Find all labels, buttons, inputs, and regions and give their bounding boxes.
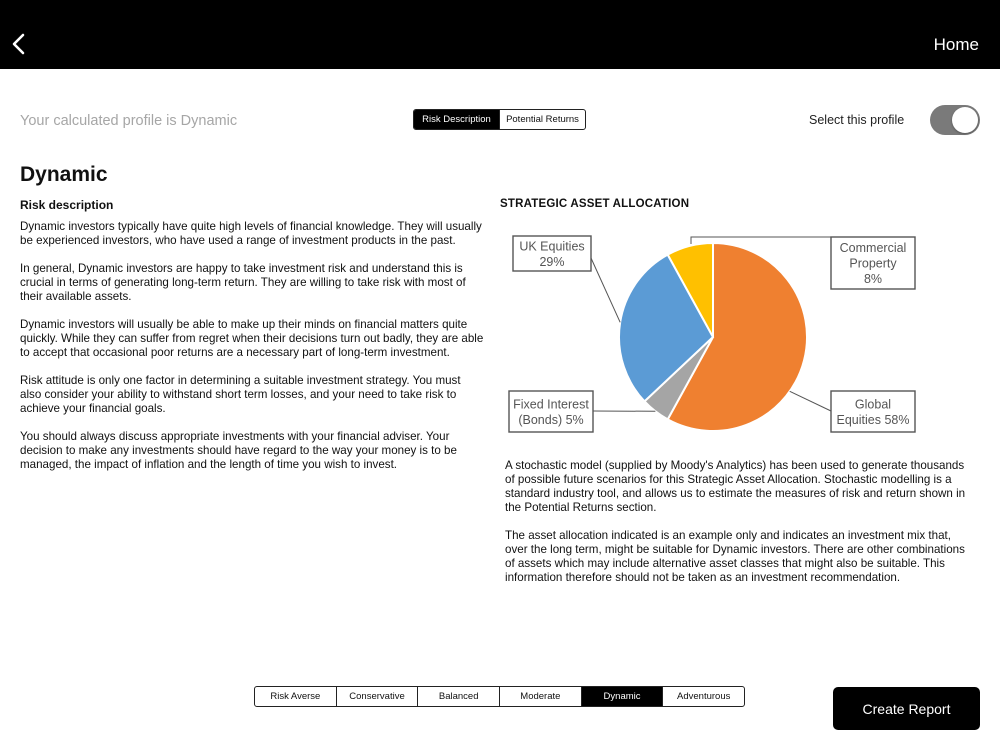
tab-risk-description[interactable]: Risk Description (414, 110, 499, 129)
pie-label-text: Global (854, 397, 892, 412)
top-bar (0, 0, 1000, 69)
pie-slices (619, 243, 807, 431)
back-button[interactable] (8, 28, 32, 60)
select-profile-label: Select this profile (809, 113, 905, 127)
profile-title: Dynamic (20, 163, 108, 186)
pie-label-text: (Bonds) 5% (518, 412, 584, 427)
profile-option-risk-averse[interactable]: Risk Averse (270, 691, 321, 702)
allocation-paragraph: A stochastic model (supplied by Moody's Analytics) has been used to generate thousands of possible future scenarios for this Strategic Asset Allocation. Stochastic modelling is a standard industry tool, and allows us to estimate the measures of risk and return shown in the Potential Returns section. (505, 459, 966, 514)
risk-paragraph: You should always discuss appropriate investments with your financial adviser. Your decision to make any investments should have regard to the way your money is to be managed, the impact of inflation and the length of time you wish to invest. (20, 430, 457, 471)
calculated-profile-text: Your calculated profile is Dynamic (20, 113, 238, 129)
profile-option-dynamic[interactable]: Dynamic (581, 687, 663, 706)
risk-paragraph: Risk attitude is only one factor in determining a suitable investment strategy. You must also consider your ability to withstand short term losses, and your need to take risk to achieve your financial goals. (20, 374, 461, 415)
pie-label-text: Property (849, 256, 897, 271)
pie-label-text: Equities 58% (836, 412, 910, 427)
risk-paragraph: In general, Dynamic investors are happy to take investment risk and understand this is crucial in terms of generating long-term return. They are willing to take risk with most of their available assets. (20, 262, 466, 303)
profile-option-balanced[interactable]: Balanced (417, 687, 499, 706)
allocation-heading: STRATEGIC ASSET ALLOCATION (500, 198, 690, 210)
create-report-button[interactable]: Create Report (833, 687, 980, 730)
risk-paragraph: Dynamic investors will usually be able to make up their minds on financial matters quite quickly. While they can suffer from regret when their decisions turn out badly, they are able to accept that occasional poor returns are a necessary part of long-term investment. (20, 318, 484, 359)
pie-label-text: UK Equities (519, 239, 585, 254)
risk-paragraph: Dynamic investors typically have quite high levels of financial knowledge. They will usually be experienced investors, who have used a range of investment products in the past. (20, 220, 482, 247)
tab-potential-returns[interactable]: Potential Returns (499, 110, 585, 129)
profile-option-conservative[interactable]: Conservative (336, 687, 418, 706)
select-profile-toggle[interactable] (930, 105, 980, 135)
profile-option-moderate[interactable]: Moderate (499, 687, 581, 706)
allocation-pie-chart (500, 225, 930, 440)
profile-selector (254, 686, 745, 707)
pie-label-text: 29% (539, 254, 565, 269)
risk-description-heading: Risk description (20, 198, 114, 212)
pie-label-text: 8% (863, 272, 883, 286)
pie-label-text: Fixed Interest (513, 397, 589, 412)
pie-leader-line (790, 391, 831, 411)
allocation-paragraph: The asset allocation indicated is an example only and indicates an investment mix that, over the long term, might be suitable for Dynamic investors. There are other combinations of assets which may include alternative asset classes that might also be suitable. This information therefore should not be taken as an investment recommendation. (505, 529, 965, 584)
pie-label-text: Commercial (839, 241, 907, 255)
toggle-knob (952, 107, 978, 133)
pie-leader-line (591, 258, 620, 322)
view-tabs (413, 109, 586, 130)
profile-option-adventurous[interactable]: Adventurous (662, 687, 744, 706)
chevron-left-icon (8, 28, 32, 60)
risk-description-text (20, 220, 485, 486)
allocation-text (505, 459, 973, 599)
home-button[interactable]: Home (933, 35, 979, 54)
